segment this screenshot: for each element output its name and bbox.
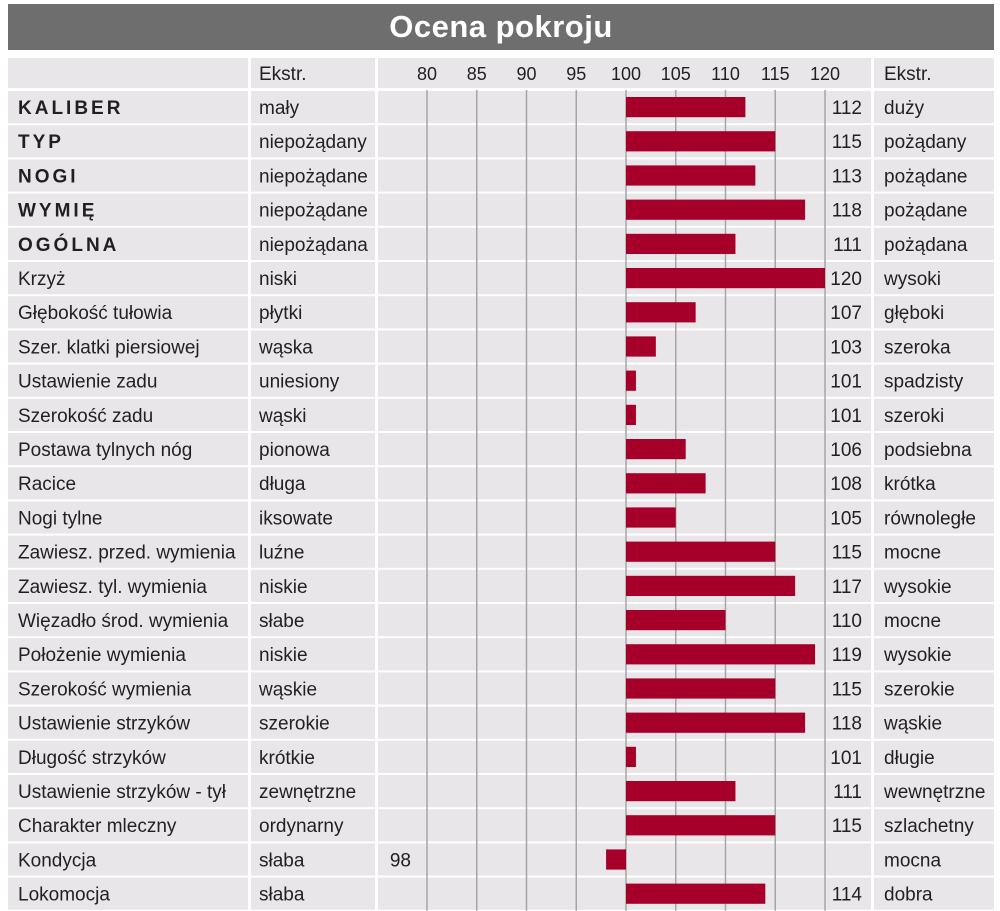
trait-label: NOGI xyxy=(18,166,79,188)
x-tick-label: 115 xyxy=(760,64,790,84)
bar xyxy=(626,644,815,664)
trait-label: Szerokość zadu xyxy=(18,405,154,427)
bar xyxy=(626,336,656,356)
trait-label: Szerokość wymienia xyxy=(18,679,192,701)
value-label: 103 xyxy=(830,337,862,359)
bar xyxy=(626,610,726,630)
trait-label: Szer. klatki piersiowej xyxy=(18,337,200,359)
value-label: 110 xyxy=(831,611,862,632)
high-extreme-label: wysokie xyxy=(884,576,952,598)
high-extreme-label: mocne xyxy=(884,611,942,632)
trait-label: Głębokość tułowia xyxy=(18,303,173,325)
bar xyxy=(626,200,805,220)
column-separator xyxy=(375,58,378,911)
high-extreme-label: głęboki xyxy=(884,303,945,325)
low-extreme-label: niepożądane xyxy=(259,166,368,188)
chart-title: Ocena pokroju xyxy=(389,9,613,44)
bar xyxy=(626,678,775,698)
high-extreme-label: mocne xyxy=(884,542,942,564)
value-label: 98 xyxy=(389,850,411,872)
high-extreme-label: wysokie xyxy=(884,645,952,667)
value-label: 115 xyxy=(831,132,862,154)
trait-label: WYMIĘ xyxy=(18,200,98,222)
low-extreme-label: płytki xyxy=(259,303,303,325)
high-extreme-label: wąskie xyxy=(884,713,943,735)
trait-label: Zawiesz. przed. wymienia xyxy=(18,542,236,564)
low-extreme-label: niski xyxy=(259,269,298,290)
high-extreme-label: szerokie xyxy=(884,679,955,701)
trait-label: Zawiesz. tyl. wymienia xyxy=(18,576,207,598)
x-tick-label: 90 xyxy=(516,64,537,84)
low-extreme-label: mały xyxy=(259,98,300,119)
trait-label: Nogi tylne xyxy=(18,508,103,530)
trait-label: Położenie wymienia xyxy=(18,645,186,667)
header-row-bg xyxy=(8,58,994,88)
column-separator xyxy=(871,58,874,911)
value-label: 101 xyxy=(830,405,862,427)
row-bg xyxy=(8,843,994,875)
value-label: 118 xyxy=(831,200,862,222)
low-extreme-label: długa xyxy=(259,474,306,496)
value-label: 107 xyxy=(830,303,862,325)
high-extreme-label: szlachetny xyxy=(884,816,974,838)
low-extreme-label: wąska xyxy=(259,337,313,359)
x-tick-label: 95 xyxy=(566,64,587,84)
high-extreme-label: podsiebna xyxy=(884,440,972,461)
trait-label: Długość strzyków xyxy=(18,747,166,769)
trait-label: Charakter mleczny xyxy=(18,816,177,838)
high-extreme-label: długie xyxy=(884,747,935,769)
trait-label: KALIBER xyxy=(18,98,124,119)
high-extreme-label: spadzisty xyxy=(884,371,964,393)
header-right-extreme: Ekstr. xyxy=(884,64,932,85)
bar xyxy=(626,781,735,801)
value-label: 114 xyxy=(831,884,862,906)
trait-label: Ustawienie strzyków - tył xyxy=(18,782,226,803)
trait-label: Krzyż xyxy=(18,269,66,290)
low-extreme-label: pionowa xyxy=(259,440,330,461)
high-extreme-label: pożądane xyxy=(884,166,968,188)
bar xyxy=(606,849,626,869)
low-extreme-label: słaba xyxy=(259,850,305,872)
value-label: 119 xyxy=(831,645,862,667)
value-label: 118 xyxy=(831,713,862,735)
bar xyxy=(626,507,676,527)
x-tick-label: 100 xyxy=(610,64,642,84)
value-label: 112 xyxy=(831,98,862,119)
value-label: 106 xyxy=(830,440,862,461)
x-tick-label: 80 xyxy=(416,64,438,84)
trait-label: Ustawienie strzyków xyxy=(18,713,191,735)
value-label: 115 xyxy=(831,816,862,838)
value-label: 113 xyxy=(831,166,862,188)
low-extreme-label: szerokie xyxy=(259,713,330,735)
value-label: 115 xyxy=(831,542,862,564)
bar xyxy=(626,405,636,425)
low-extreme-label: słaba xyxy=(259,884,305,906)
high-extreme-label: dobra xyxy=(884,884,933,906)
bar xyxy=(626,234,735,254)
high-extreme-label: pożądana xyxy=(884,234,968,256)
x-tick-label: 120 xyxy=(809,64,841,84)
high-extreme-label: mocna xyxy=(884,850,942,872)
value-label: 111 xyxy=(833,782,862,803)
x-tick-label: 105 xyxy=(660,64,691,84)
value-label: 108 xyxy=(830,474,862,496)
bar xyxy=(626,576,795,596)
bar xyxy=(626,747,636,767)
trait-label: Lokomocja xyxy=(18,884,110,906)
bar xyxy=(626,815,775,835)
value-label: 117 xyxy=(831,576,862,598)
value-label: 120 xyxy=(830,269,862,290)
low-extreme-label: niepożądane xyxy=(259,200,368,222)
low-extreme-label: niepożądany xyxy=(259,132,367,154)
bar xyxy=(626,302,696,322)
trait-label: OGÓLNA xyxy=(18,234,120,256)
high-extreme-label: wysoki xyxy=(884,269,942,290)
high-extreme-label: równoległe xyxy=(884,508,976,530)
x-tick-label: 85 xyxy=(466,64,487,84)
high-extreme-label: wewnętrzne xyxy=(884,782,986,803)
low-extreme-label: luźne xyxy=(259,542,305,564)
header-left-extreme: Ekstr. xyxy=(259,64,307,85)
low-extreme-label: iksowate xyxy=(259,508,333,530)
x-tick-label: 110 xyxy=(711,64,740,84)
low-extreme-label: zewnętrzne xyxy=(259,782,357,803)
bar xyxy=(626,542,775,562)
trait-label: Postawa tylnych nóg xyxy=(18,440,193,461)
bar xyxy=(626,165,755,185)
value-label: 105 xyxy=(830,508,862,530)
low-extreme-label: słabe xyxy=(259,611,305,632)
value-label: 101 xyxy=(830,747,862,769)
high-extreme-label: krótka xyxy=(884,474,936,496)
low-extreme-label: uniesiony xyxy=(259,371,340,393)
trait-label: Ustawienie zadu xyxy=(18,371,158,393)
bar xyxy=(626,131,775,151)
low-extreme-label: niepożądana xyxy=(259,234,368,256)
bar xyxy=(626,439,686,459)
high-extreme-label: duży xyxy=(884,98,925,119)
bar xyxy=(626,371,636,391)
low-extreme-label: krótkie xyxy=(259,747,315,769)
value-label: 111 xyxy=(833,234,862,256)
bar xyxy=(626,268,825,288)
trait-label: Racice xyxy=(18,474,77,496)
bar xyxy=(626,473,706,493)
bar xyxy=(626,97,745,117)
high-extreme-label: pożądany xyxy=(884,132,967,154)
low-extreme-label: wąskie xyxy=(259,679,318,701)
value-label: 101 xyxy=(830,371,862,393)
low-extreme-label: ordynarny xyxy=(259,816,344,838)
high-extreme-label: szeroka xyxy=(884,337,951,359)
value-label: 115 xyxy=(831,679,862,701)
high-extreme-label: szeroki xyxy=(884,405,945,427)
low-extreme-label: wąski xyxy=(259,405,307,427)
bar xyxy=(626,713,805,733)
trait-label: Kondycja xyxy=(18,850,97,872)
trait-label: Więzadło środ. wymienia xyxy=(18,611,229,632)
low-extreme-label: niskie xyxy=(259,576,308,598)
low-extreme-label: niskie xyxy=(259,645,308,667)
column-separator xyxy=(248,58,251,911)
high-extreme-label: pożądane xyxy=(884,200,968,222)
trait-label: TYP xyxy=(18,132,64,154)
bar xyxy=(626,884,765,904)
